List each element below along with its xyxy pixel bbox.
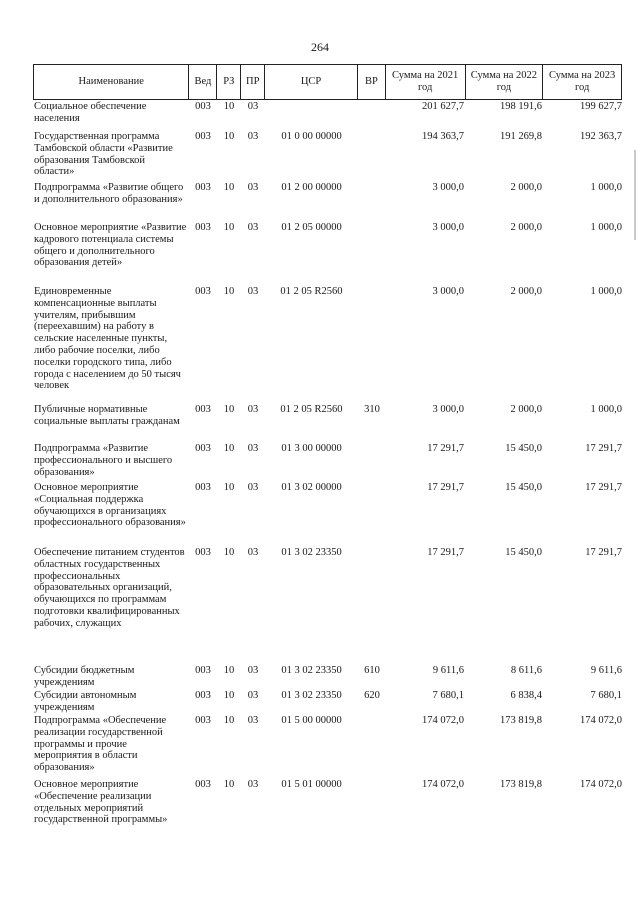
table-row (33, 130, 622, 181)
row-pr: 03 (247, 131, 259, 142)
row-csr: 01 3 00 00000 (281, 443, 342, 454)
row-rz: 10 (223, 547, 235, 558)
row-ved: 003 (195, 286, 211, 297)
header-pr: ПР (241, 65, 265, 99)
row-name: Подпрограмма «Обеспечение реализации государственной программы и прочие мероприятия в области образования» (34, 715, 167, 774)
row-pr: 03 (247, 547, 259, 558)
row-sum-2022: 2 000,0 (510, 286, 542, 297)
row-csr: 01 3 02 23350 (281, 665, 342, 676)
header-name: Наименование (34, 65, 189, 99)
row-name: Социальное обеспечение населения (34, 101, 147, 124)
row-vr: 310 (364, 404, 380, 415)
row-rz: 10 (223, 443, 235, 454)
row-ved: 003 (195, 690, 211, 701)
row-sum-2023: 199 627,7 (580, 101, 622, 112)
row-vr (358, 778, 386, 834)
row-pr: 03 (247, 222, 259, 233)
row-sum-2021: 194 363,7 (422, 131, 464, 142)
row-sum-2023: 1 000,0 (590, 286, 622, 297)
row-ved: 003 (195, 665, 211, 676)
row-pr: 03 (247, 443, 259, 454)
table-row (33, 100, 622, 130)
row-sum-2021: 7 680,1 (432, 690, 464, 701)
header-rz: РЗ (217, 65, 241, 99)
page-number: 264 (311, 40, 329, 54)
row-ved: 003 (195, 131, 211, 142)
table-row (33, 221, 622, 285)
row-csr: 01 5 01 00000 (281, 779, 342, 790)
row-sum-2023: 1 000,0 (590, 404, 622, 415)
row-pr: 03 (247, 779, 259, 790)
row-sum-2022: 2 000,0 (510, 404, 542, 415)
row-sum-2023: 1 000,0 (590, 222, 622, 233)
row-sum-2022: 198 191,6 (500, 101, 542, 112)
row-csr (265, 100, 358, 130)
row-sum-2023: 17 291,7 (585, 547, 622, 558)
row-name: Единовременные компенсационные выплаты учителям, прибывшим (переехавшим) на работу в сельские населенные пункты, либо рабочие поселки, либо поселки городского типа, либо города с населением до 50 тысяч человек (34, 286, 181, 392)
row-name: Государственная программа Тамбовской области «Развитие образования Тамбовской области» (34, 131, 173, 178)
row-pr: 03 (247, 482, 259, 493)
table-row (33, 442, 622, 481)
row-sum-2021: 201 627,7 (422, 101, 464, 112)
row-sum-2022: 2 000,0 (510, 222, 542, 233)
table-row (33, 403, 622, 442)
row-csr: 01 3 02 00000 (281, 482, 342, 493)
header-csr: ЦСР (265, 65, 358, 99)
row-sum-2021: 174 072,0 (422, 779, 464, 790)
row-rz: 10 (223, 404, 235, 415)
row-rz: 10 (223, 715, 235, 726)
header-sum-2023: Сумма на 2023 год (549, 70, 616, 93)
row-sum-2022: 191 269,8 (500, 131, 542, 142)
row-rz: 10 (223, 482, 235, 493)
row-sum-2023: 192 363,7 (580, 131, 622, 142)
row-sum-2023: 7 680,1 (590, 690, 622, 701)
header-sum-2022: Сумма на 2022 год (466, 65, 544, 99)
row-pr: 03 (247, 101, 259, 112)
row-sum-2022: 173 819,8 (500, 779, 542, 790)
row-vr (358, 221, 386, 285)
table-header (33, 64, 622, 100)
row-name: Публичные нормативные социальные выплаты гражданам (34, 404, 180, 427)
row-sum-2021: 17 291,7 (427, 443, 464, 454)
table-row (33, 714, 622, 778)
row-csr: 01 2 05 R2560 (280, 404, 343, 415)
row-sum-2021: 17 291,7 (427, 547, 464, 558)
row-vr (358, 285, 386, 403)
row-sum-2023: 1 000,0 (590, 182, 622, 193)
row-pr: 03 (247, 715, 259, 726)
row-vr: 620 (364, 690, 380, 701)
row-sum-2022: 8 611,6 (510, 665, 542, 676)
row-name: Основное мероприятие «Социальная поддержка обучающихся в организациях профессионального образования» (34, 482, 186, 529)
row-ved: 003 (195, 404, 211, 415)
row-rz: 10 (223, 665, 235, 676)
row-csr: 01 0 00 00000 (281, 131, 342, 142)
row-ved: 003 (195, 715, 211, 726)
row-sum-2023: 17 291,7 (585, 443, 622, 454)
row-sum-2022: 173 819,8 (500, 715, 542, 726)
row-pr: 03 (247, 665, 259, 676)
row-sum-2022: 2 000,0 (510, 182, 542, 193)
row-csr: 01 2 05 R2560 (280, 286, 343, 297)
row-ved: 003 (195, 222, 211, 233)
row-sum-2022: 15 450,0 (505, 482, 542, 493)
row-sum-2022: 6 838,4 (510, 690, 542, 701)
table-body (33, 100, 622, 834)
row-vr (358, 481, 386, 546)
row-csr: 01 2 05 00000 (281, 222, 342, 233)
row-sum-2021: 3 000,0 (432, 182, 464, 193)
row-sum-2023: 9 611,6 (590, 665, 622, 676)
row-sum-2021: 17 291,7 (427, 482, 464, 493)
row-name: Основное мероприятие «Развитие кадрового потенциала системы общего и дополнительного образования детей» (34, 222, 187, 269)
row-rz: 10 (223, 779, 235, 790)
row-vr (358, 546, 386, 664)
row-rz: 10 (223, 222, 235, 233)
row-name: Субсидии автономным учреждениям (34, 690, 137, 713)
row-rz: 10 (223, 182, 235, 193)
row-ved: 003 (195, 101, 211, 112)
row-rz: 10 (223, 101, 235, 112)
row-sum-2022: 15 450,0 (505, 443, 542, 454)
row-pr: 03 (247, 404, 259, 415)
row-name: Субсидии бюджетным учреждениям (34, 665, 135, 688)
row-sum-2021: 3 000,0 (432, 404, 464, 415)
row-rz: 10 (223, 131, 235, 142)
row-sum-2022: 15 450,0 (505, 547, 542, 558)
row-ved: 003 (195, 482, 211, 493)
row-csr: 01 5 00 00000 (281, 715, 342, 726)
row-sum-2021: 3 000,0 (432, 286, 464, 297)
row-vr: 610 (364, 665, 380, 676)
row-pr: 03 (247, 286, 259, 297)
row-ved: 003 (195, 182, 211, 193)
row-sum-2021: 3 000,0 (432, 222, 464, 233)
row-ved: 003 (195, 443, 211, 454)
row-rz: 10 (223, 690, 235, 701)
row-name: Подпрограмма «Развитие профессионального и высшего образования» (34, 443, 173, 478)
row-rz: 10 (223, 286, 235, 297)
header-sum-2021: Сумма на 2021 год (386, 65, 466, 99)
row-vr (358, 714, 386, 778)
table-row (33, 481, 622, 546)
row-pr: 03 (247, 182, 259, 193)
row-vr (358, 181, 386, 221)
row-csr: 01 3 02 23350 (281, 690, 342, 701)
row-sum-2023: 174 072,0 (580, 715, 622, 726)
row-name: Подпрограмма «Развитие общего и дополнительного образования» (34, 182, 184, 205)
table-row (33, 546, 622, 664)
row-csr: 01 3 02 23350 (281, 547, 342, 558)
row-vr (358, 130, 386, 181)
header-vr: ВР (358, 65, 386, 99)
table-row (33, 285, 622, 403)
row-csr: 01 2 00 00000 (281, 182, 342, 193)
table-row (33, 778, 622, 834)
row-sum-2021: 9 611,6 (432, 665, 464, 676)
row-vr (358, 100, 386, 130)
table-row (33, 664, 622, 689)
row-sum-2023: 17 291,7 (585, 482, 622, 493)
scan-edge-mark (634, 150, 636, 240)
row-name: Обеспечение питанием студентов областных государственных профессиональных образовательных организаций, обучающихся по программам подготовки квалифицированных рабочих, служащих (34, 547, 185, 629)
table-row (33, 181, 622, 221)
row-sum-2021: 174 072,0 (422, 715, 464, 726)
row-vr (358, 442, 386, 481)
header-ved: Вед (189, 65, 217, 99)
table-row (33, 689, 622, 714)
row-ved: 003 (195, 779, 211, 790)
row-ved: 003 (195, 547, 211, 558)
row-sum-2023: 174 072,0 (580, 779, 622, 790)
row-pr: 03 (247, 690, 259, 701)
row-name: Основное мероприятие «Обеспечение реализации отдельных мероприятий государственной программы» (34, 779, 168, 826)
